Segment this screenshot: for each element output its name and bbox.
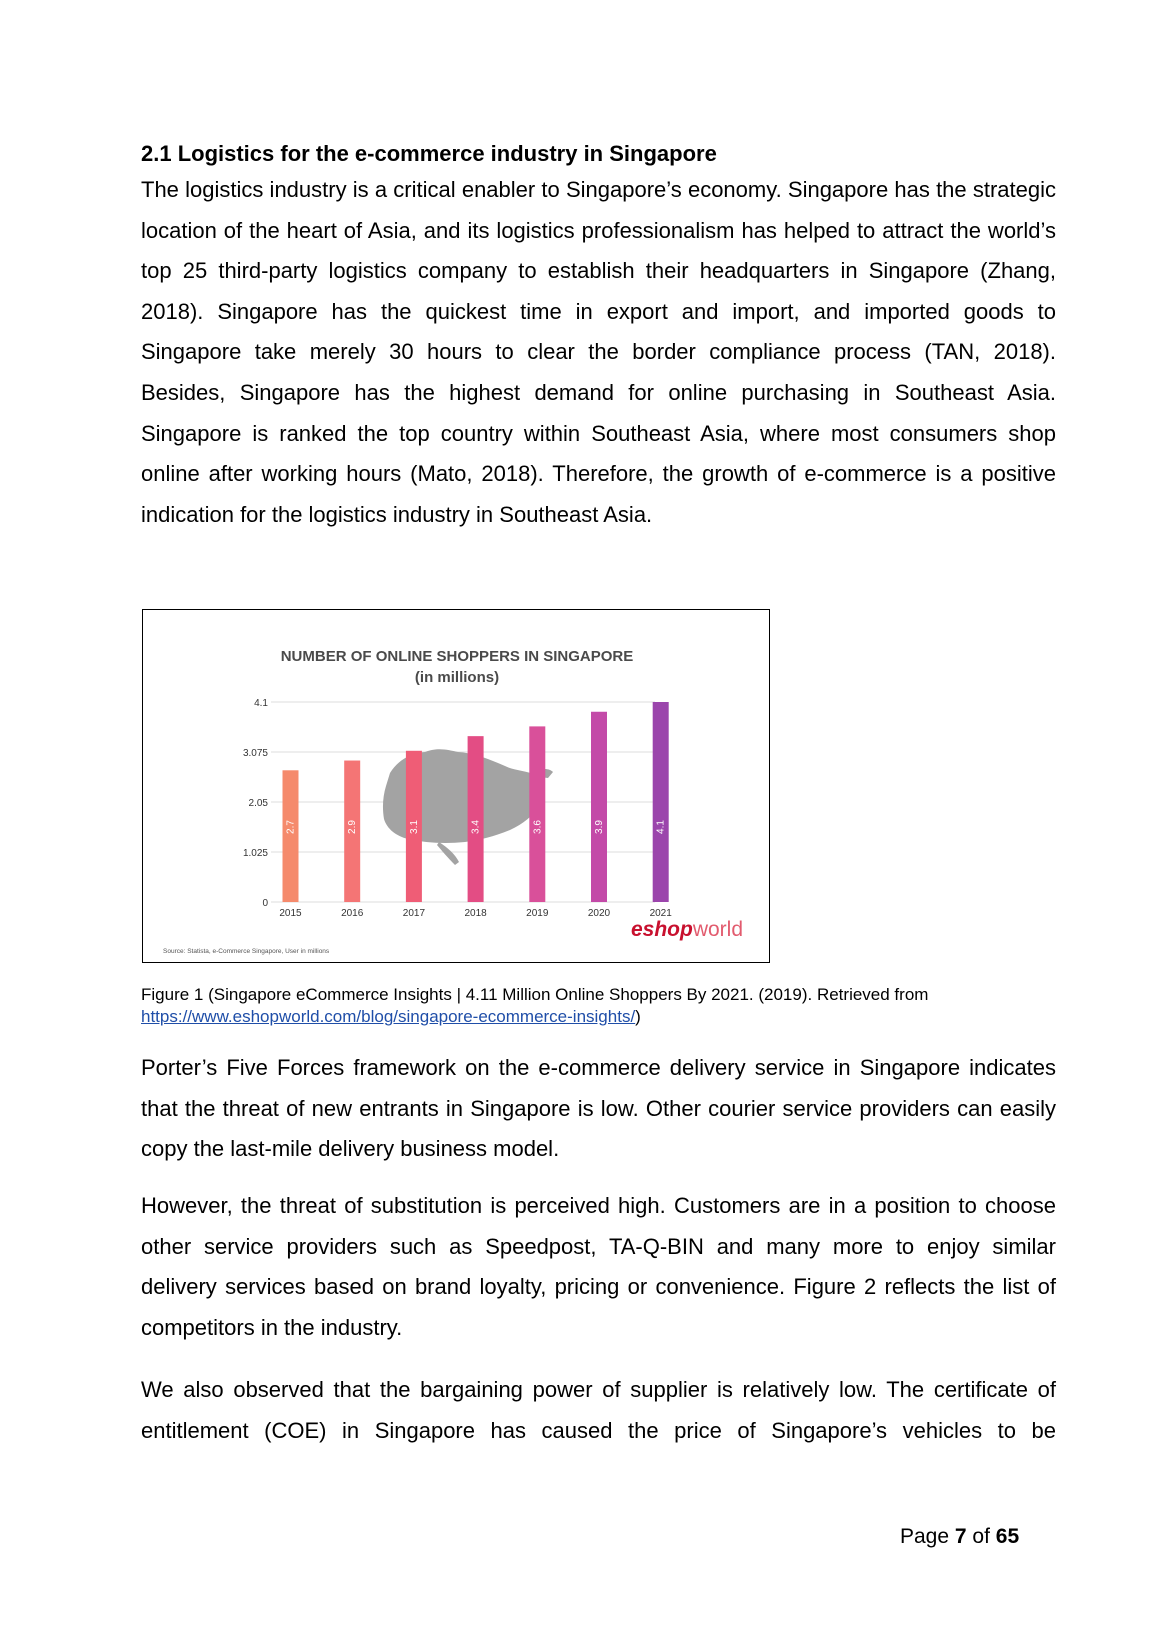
bar-2021 bbox=[653, 702, 669, 902]
y-tick-label: 2.05 bbox=[248, 798, 268, 809]
chart-title: NUMBER OF ONLINE SHOPPERS IN SINGAPORE bbox=[280, 648, 634, 665]
section-heading: 2.1 Logistics for the e-commerce industry in Singapore bbox=[141, 141, 717, 166]
y-tick-label: 1.025 bbox=[242, 848, 268, 859]
bar-2015 bbox=[283, 770, 299, 902]
y-axis-ticks bbox=[243, 698, 268, 909]
chart-subtitle: (in millions) bbox=[414, 669, 500, 686]
eshopworld-logo bbox=[631, 918, 743, 941]
x-tick-label: 2019 bbox=[526, 908, 549, 919]
caption-text: Figure 1 (Singapore eCommerce Insights | 4.11 Million Online Shoppers By 2021. (2019). Retrieved from bbox=[141, 985, 929, 1004]
y-tick-label: 4.1 bbox=[254, 698, 268, 709]
x-tick-label: 2017 bbox=[402, 908, 426, 919]
bar-value-label: 3.9 bbox=[594, 820, 605, 834]
x-tick-label: 2015 bbox=[279, 908, 302, 919]
x-tick-label: 2018 bbox=[464, 908, 487, 919]
figure-1-chart bbox=[142, 609, 770, 963]
logo-text-world: world bbox=[692, 918, 743, 941]
x-tick-label: 2020 bbox=[587, 908, 611, 919]
page-total: 65 bbox=[995, 1525, 1020, 1548]
x-tick-label: 2021 bbox=[649, 908, 672, 919]
bar-2019 bbox=[529, 726, 545, 902]
page-current: 7 bbox=[954, 1525, 967, 1548]
figure-1-caption bbox=[141, 984, 1041, 1028]
intro-paragraph: The logistics industry is a critical enabler to Singapore’s economy. Singapore has the strategic location of the heart of Asia, and its logistics professionalism has helped to attract the world’s top 25 third-party logistics company to establish their headquarters in Singapore (Zhang, 2018). Singapore has the quickest time in export and import, and imported goods to Singapore take merely 30 hours to clear the border compliance process (TAN, 2018). Besides, Singapore has the highest demand for online purchasing in Southeast Asia. Singapore is ranked the top country within Southeast Asia, where most consumers shop online after working hours (Mato, 2018). Therefore, the growth of e-commerce is a positive indication for the logistics industry in Southeast Asia. bbox=[141, 177, 1056, 527]
bar-value-label: 2.7 bbox=[285, 820, 297, 834]
substitution-paragraph: However, the threat of substitution is perceived high. Customers are in a position to choose other service providers such as Speedpost, TA-Q-BIN and many more to enjoy similar delivery services based on brand loyalty, pricing or convenience. Figure 2 reflects the list of competitors in the industry. bbox=[141, 1193, 1056, 1340]
x-tick-label: 2016 bbox=[341, 908, 364, 919]
logo-text-eshop: eshop bbox=[630, 918, 693, 941]
porter-paragraph: Porter’s Five Forces framework on the e-commerce delivery service in Singapore indicates that the threat of new entrants in Singapore is low. Other courier service providers can easily copy the last-mile delivery business model. bbox=[141, 1055, 1056, 1162]
caption-source-link[interactable]: https://www.eshopworld.com/blog/singapore-ecommerce-insights/ bbox=[141, 1007, 636, 1026]
bar-value-label: 3.1 bbox=[408, 820, 420, 834]
bar-value-label: 3.4 bbox=[470, 820, 482, 834]
bar-2020 bbox=[591, 712, 607, 902]
bar-value-label: 2.9 bbox=[347, 820, 359, 834]
bar-2018 bbox=[468, 736, 484, 902]
bar-value-label: 3.6 bbox=[532, 820, 544, 834]
x-axis-labels bbox=[279, 908, 672, 919]
y-tick-label: 0 bbox=[262, 898, 268, 909]
page-of: of bbox=[972, 1525, 990, 1548]
supplier-paragraph: We also observed that the bargaining power of supplier is relatively low. The certificate of entitlement (COE) in Singapore has caused the price of Singapore’s vehicles to be bbox=[141, 1377, 1056, 1443]
bar-value-label: 4.1 bbox=[655, 820, 667, 834]
page-label: Page bbox=[900, 1525, 950, 1548]
y-tick-label: 3.075 bbox=[242, 748, 268, 759]
chart-source-note: Source: Statista, e-Commerce Singapore, User in millions bbox=[163, 948, 330, 955]
online-shoppers-chart bbox=[143, 610, 769, 962]
caption-close: ) bbox=[635, 1007, 641, 1026]
page-number bbox=[900, 1524, 1019, 1550]
